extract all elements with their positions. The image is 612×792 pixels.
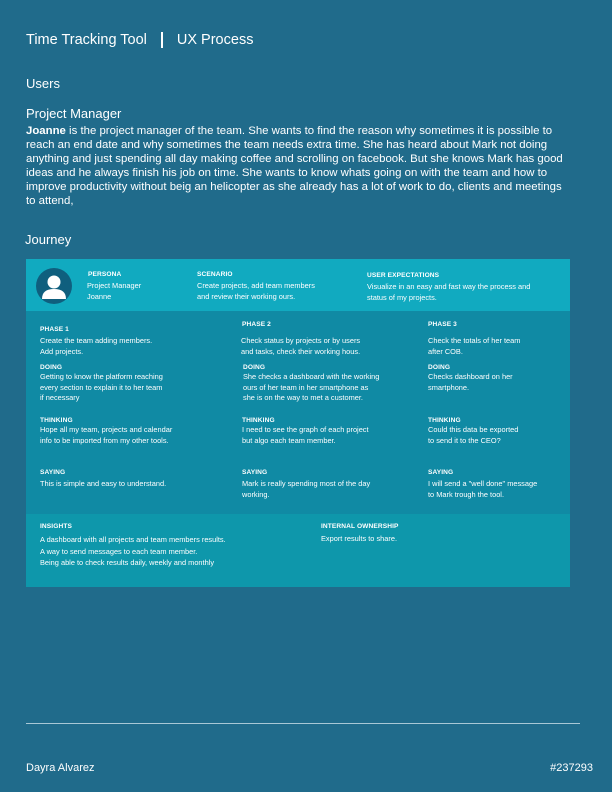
expectations-label: USER EXPECTATIONS [367, 272, 440, 279]
phase-line: Check the totals of her team [428, 336, 521, 345]
phase-1-thinking-text [40, 425, 172, 446]
phase-line: after COB. [428, 346, 463, 356]
phase-1-doing-text [40, 372, 163, 404]
insights-text [40, 534, 226, 569]
ownership-text [321, 534, 397, 545]
phase-3-doing-label: DOING [428, 364, 451, 371]
phase-3-doing-text [428, 372, 513, 393]
scenario-line: Create projects, add team members [197, 281, 315, 290]
doing-line: Getting to know the platform reaching [40, 372, 163, 381]
persona-role-heading: Project Manager [26, 106, 122, 121]
section-title: UX Process [176, 32, 254, 48]
page-header [26, 32, 253, 48]
phase-3-text [428, 336, 520, 357]
footer-author: Dayra Alvarez [26, 762, 95, 774]
phase-2-thinking-label: THINKING [242, 417, 275, 424]
ownership-label: INTERNAL OWNERSHIP [321, 523, 399, 530]
persona-role: Project Manager [87, 281, 142, 290]
scenario-line: and review their working ours. [197, 291, 296, 301]
user-avatar-icon [36, 268, 72, 304]
insight-line: A way to send messages to each team member. [40, 546, 198, 556]
saying-line: to Mark trough the tool. [428, 489, 504, 499]
insights-label: INSIGHTS [40, 523, 72, 530]
thinking-line: Could this data be exported [428, 425, 519, 434]
users-heading: Users [26, 76, 60, 91]
scenario-label: SCENARIO [197, 271, 233, 278]
doing-line: every section to explain it to her team [40, 382, 163, 392]
phase-1-label: PHASE 1 [40, 326, 69, 333]
doing-line: if necessary [40, 393, 80, 403]
saying-line: I will send a "well done" message [428, 479, 538, 488]
project-title: Time Tracking Tool [26, 32, 147, 48]
journey-heading: Journey [25, 232, 72, 247]
persona-info [87, 281, 141, 302]
footer-divider [26, 723, 580, 724]
thinking-line: info to be imported from my other tools. [40, 435, 169, 445]
phase-2-doing-label: DOING [243, 364, 266, 371]
phase-line: Check status by projects or by users [241, 336, 361, 345]
phase-2-text [241, 336, 360, 357]
persona-name-line: Joanne [87, 291, 112, 301]
thinking-line: I need to see the graph of each project [242, 425, 369, 434]
phase-2-doing-text [243, 372, 379, 404]
phase-1-saying-text [40, 479, 166, 490]
header-divider [161, 32, 163, 48]
phase-3-thinking-text [428, 425, 518, 446]
thinking-line: but algo each team member. [242, 435, 336, 445]
journey-map-card [26, 259, 570, 587]
phase-2-label: PHASE 2 [242, 321, 271, 328]
phase-3-label: PHASE 3 [428, 321, 457, 328]
insight-line: A dashboard with all projects and team members results. [40, 535, 226, 544]
thinking-line: to send it to the CEO? [428, 435, 501, 445]
phase-2-saying-label: SAYING [242, 469, 268, 476]
thinking-line: Hope all my team, projects and calendar [40, 425, 173, 434]
saying-line: This is simple and easy to understand. [40, 479, 167, 488]
phase-3-saying-text [428, 479, 537, 500]
doing-line: She checks a dashboard with the working [243, 372, 380, 381]
persona-description-text: is the project manager of the team. She wants to find the reason why sometimes it is possible to reach an end date and why sometimes the team needs extra time. She has heard about Mark not doing anything and just spending all day making coffee and scrolling on facebook. But she knows Mark has good ideas and he always finish his job on time. She wants to know whats going on with the team and how to improve productivity without beig an helicopter as she already has a lot of work to do, clients and meetings to attend, [26, 125, 563, 207]
phase-3-saying-label: SAYING [428, 469, 454, 476]
doing-line: ours of her team in her smartphone as [243, 382, 369, 392]
expectations-text [367, 282, 530, 303]
doing-line: smartphone. [428, 382, 470, 392]
phase-2-saying-text [242, 479, 370, 500]
phase-1-thinking-label: THINKING [40, 417, 73, 424]
doing-line: Checks dashboard on her [428, 372, 513, 381]
phase-2-thinking-text [242, 425, 369, 446]
expectations-line: Visualize in an easy and fast way the process and [367, 282, 531, 291]
phase-line: Create the team adding members. [40, 336, 153, 345]
saying-line: working. [242, 489, 270, 499]
phase-1-text [40, 336, 152, 357]
phase-1-saying-label: SAYING [40, 469, 66, 476]
phase-line: and tasks, check their working hous. [241, 346, 361, 356]
phase-line: Add projects. [40, 346, 84, 356]
saying-line: Mark is really spending most of the day [242, 479, 371, 488]
persona-description [26, 125, 574, 208]
insight-line: Being able to check results daily, weekly and monthly [40, 558, 215, 568]
scenario-text [197, 281, 315, 302]
persona-label: PERSONA [88, 271, 122, 278]
persona-name: Joanne [26, 125, 66, 137]
ownership-line: Export results to share. [321, 534, 397, 543]
phase-1-doing-label: DOING [40, 364, 63, 371]
expectations-line: status of my projects. [367, 292, 437, 302]
phase-3-thinking-label: THINKING [428, 417, 461, 424]
doing-line: she is on the way to met a customer. [243, 393, 363, 403]
footer-number: #237293 [550, 762, 593, 774]
